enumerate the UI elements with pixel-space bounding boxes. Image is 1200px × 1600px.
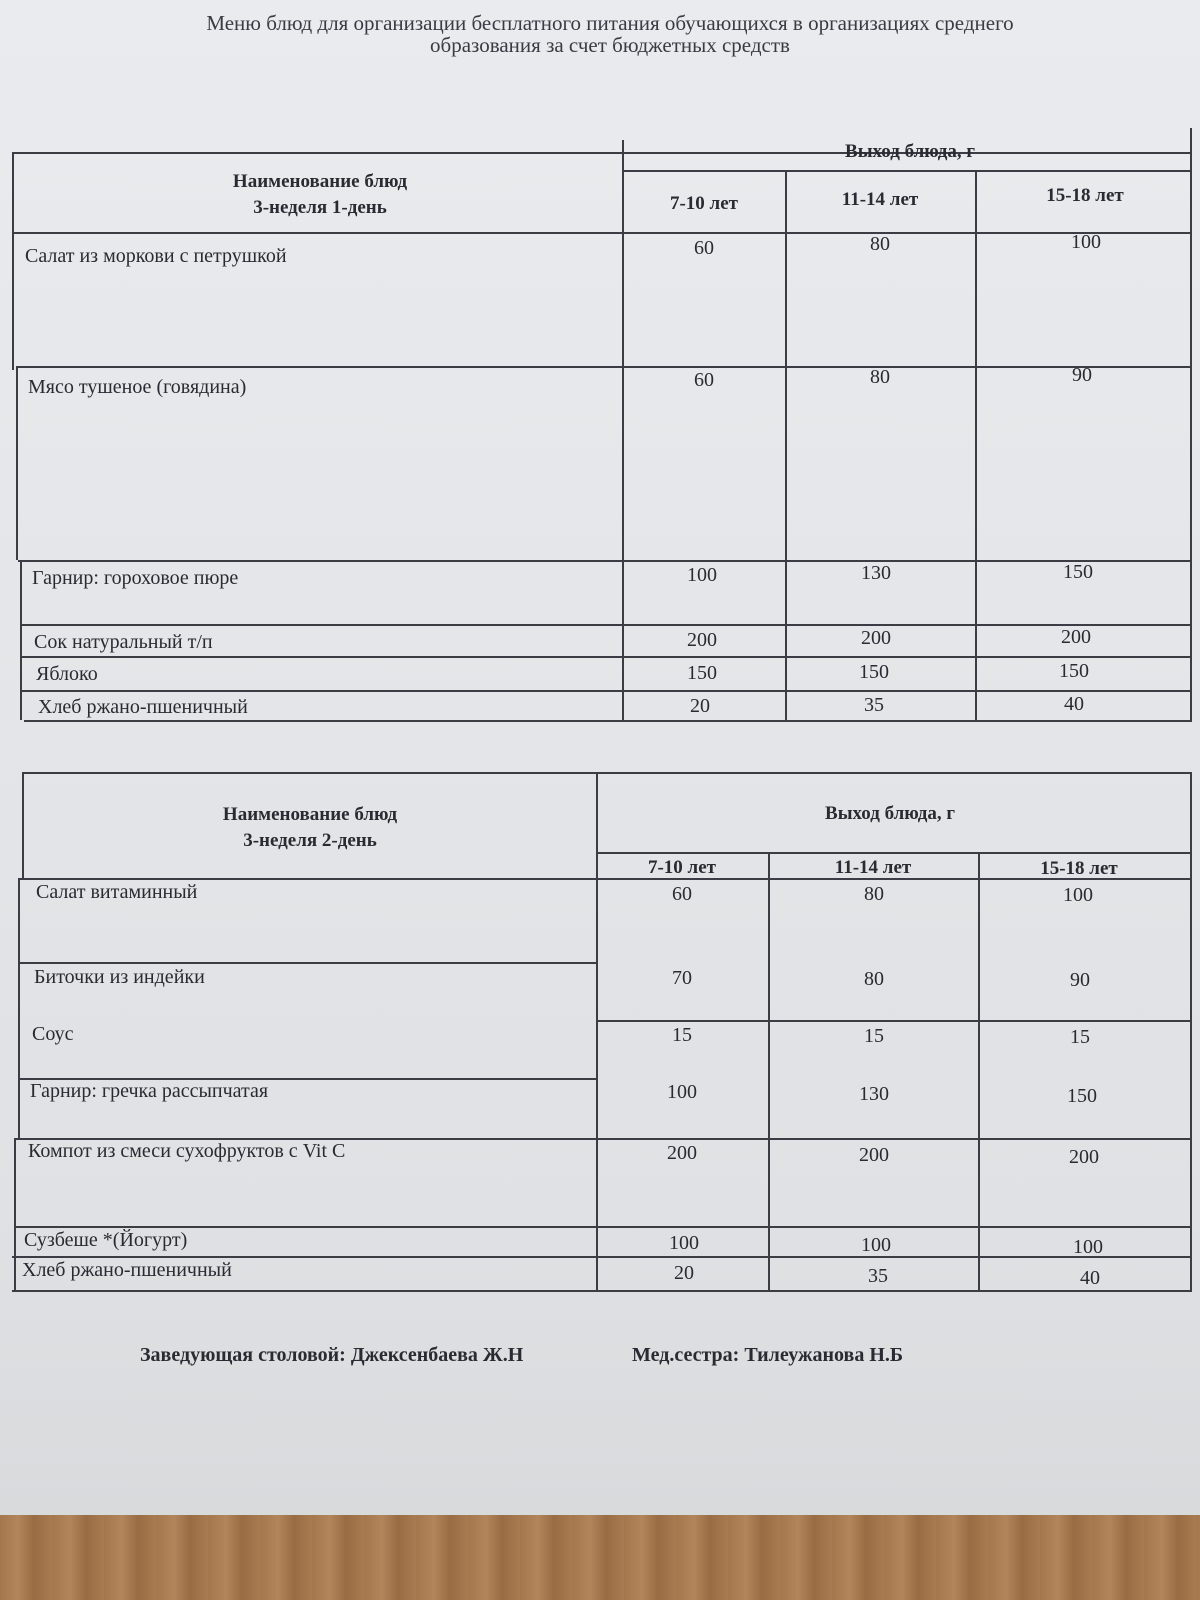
table2-row-name: Салат витаминный — [36, 881, 198, 903]
table2-row-name: Хлеб ржано-пшеничный — [22, 1259, 232, 1281]
table2-header-name: Наименование блюд — [222, 804, 398, 825]
table1-row-value: 200 — [1061, 626, 1091, 648]
table1-row-value: 90 — [1072, 364, 1092, 386]
table1-age-15-18: 15-18 лет — [1046, 185, 1124, 206]
table-border — [768, 852, 770, 1290]
table1-row-value: 200 — [861, 627, 891, 649]
canteen-head-signature: Заведующая столовой: Джексенбаева Ж.Н — [140, 1344, 524, 1366]
table1-row-name: Сок натуральный т/п — [34, 631, 213, 653]
table2-age-7-10: 7-10 лет — [647, 857, 716, 878]
table2-row-value: 200 — [1069, 1146, 1099, 1168]
table1-row-value: 35 — [864, 694, 884, 716]
table1-row-value: 150 — [1059, 660, 1089, 682]
table2-age-11-14: 11-14 лет — [834, 857, 912, 878]
table-border — [18, 560, 1192, 562]
table1-row-value: 40 — [1064, 693, 1084, 715]
table2-row-value: 100 — [669, 1232, 699, 1254]
table2-row-name: Биточки из индейки — [34, 966, 205, 988]
table-border — [1190, 772, 1192, 1290]
table1-row-value: 80 — [870, 366, 890, 388]
table1-age-7-10: 7-10 лет — [669, 193, 738, 214]
table-border — [24, 720, 1192, 722]
table-border — [22, 772, 1192, 774]
table-border — [12, 232, 1192, 234]
table1-row-value: 150 — [687, 662, 717, 684]
table2-row-value: 150 — [1067, 1085, 1097, 1107]
table1-row-value: 80 — [870, 233, 890, 255]
table1-header-name: Наименование блюд — [232, 171, 408, 192]
table-border — [978, 852, 980, 1290]
table2-row-name: Соус — [32, 1023, 74, 1045]
table2-row-value: 100 — [1073, 1236, 1103, 1258]
table2-row-value: 100 — [667, 1081, 697, 1103]
table2-row-value: 40 — [1080, 1267, 1100, 1289]
table-border — [785, 170, 787, 720]
table-border — [12, 1290, 1192, 1292]
table1-row-value: 100 — [687, 564, 717, 586]
table-border — [20, 560, 22, 720]
table1-header-yield: Выход блюда, г — [845, 141, 975, 162]
table-border — [22, 656, 1192, 658]
table2-row-value: 15 — [672, 1024, 692, 1046]
table1-header-week-day: 3-неделя 1-день — [253, 197, 387, 218]
table2-row-value: 60 — [672, 883, 692, 905]
table2-row-value: 100 — [1063, 884, 1093, 906]
table-border — [622, 140, 624, 720]
table2-row-value: 130 — [859, 1083, 889, 1105]
table1-row-name: Салат из моркови с петрушкой — [25, 245, 287, 267]
table1-row-value: 150 — [859, 661, 889, 683]
table1-row-value: 130 — [861, 562, 891, 584]
table-border — [16, 366, 1192, 368]
table1-row-value: 60 — [694, 237, 714, 259]
table2-row-value: 200 — [859, 1144, 889, 1166]
table2-row-value: 15 — [864, 1025, 884, 1047]
table2-row-value: 90 — [1070, 969, 1090, 991]
table-border — [18, 878, 20, 1138]
table-border — [596, 852, 1192, 854]
document-title-line2: образования за счет бюджетных средств — [430, 33, 790, 57]
table1-row-value: 200 — [687, 629, 717, 651]
table2-row-name: Компот из смеси сухофруктов с Vit C — [28, 1140, 346, 1162]
table2-row-value: 80 — [864, 968, 884, 990]
table-border — [14, 1138, 16, 1290]
table1-row-value: 100 — [1071, 231, 1101, 253]
table-border — [975, 170, 977, 720]
table1-row-value: 150 — [1063, 561, 1093, 583]
table2-row-name: Сузбеше *(Йогурт) — [24, 1229, 188, 1251]
document-title-line1: Меню блюд для организации бесплатного питания обучающихся в организациях среднего — [206, 11, 1014, 35]
table-border — [596, 1020, 1192, 1022]
table-border — [14, 1226, 1192, 1228]
table1-row-name: Хлеб ржано-пшеничный — [38, 696, 248, 718]
table2-row-value: 100 — [861, 1234, 891, 1256]
table-border — [16, 366, 18, 560]
nurse-signature: Мед.сестра: Тилеужанова Н.Б — [632, 1344, 904, 1366]
table-border — [1190, 128, 1192, 720]
table2-header-week-day: 3-неделя 2-день — [243, 830, 377, 851]
table1-row-value: 20 — [690, 695, 710, 717]
table2-row-value: 20 — [674, 1262, 694, 1284]
table2-row-value: 15 — [1070, 1026, 1090, 1048]
wooden-table-surface — [0, 1515, 1200, 1600]
table2-row-name: Гарнир: гречка рассыпчатая — [30, 1080, 269, 1102]
table-border — [12, 152, 14, 370]
table1-row-value: 60 — [694, 369, 714, 391]
table2-row-value: 70 — [672, 967, 692, 989]
table2-header-yield: Выход блюда, г — [825, 803, 955, 824]
table-border — [18, 962, 596, 964]
table1-row-name: Яблоко — [36, 663, 98, 685]
table2-age-15-18: 15-18 лет — [1040, 858, 1118, 879]
table1-row-name: Гарнир: гороховое пюре — [32, 567, 239, 589]
table1-age-11-14: 11-14 лет — [841, 189, 919, 210]
table1-row-name: Мясо тушеное (говядина) — [28, 376, 247, 398]
table2-row-value: 35 — [868, 1265, 888, 1287]
table2-row-value: 200 — [667, 1142, 697, 1164]
table-border — [622, 170, 1192, 172]
table-border — [596, 772, 598, 1290]
table2-row-value: 80 — [864, 883, 884, 905]
table-border — [22, 772, 24, 878]
